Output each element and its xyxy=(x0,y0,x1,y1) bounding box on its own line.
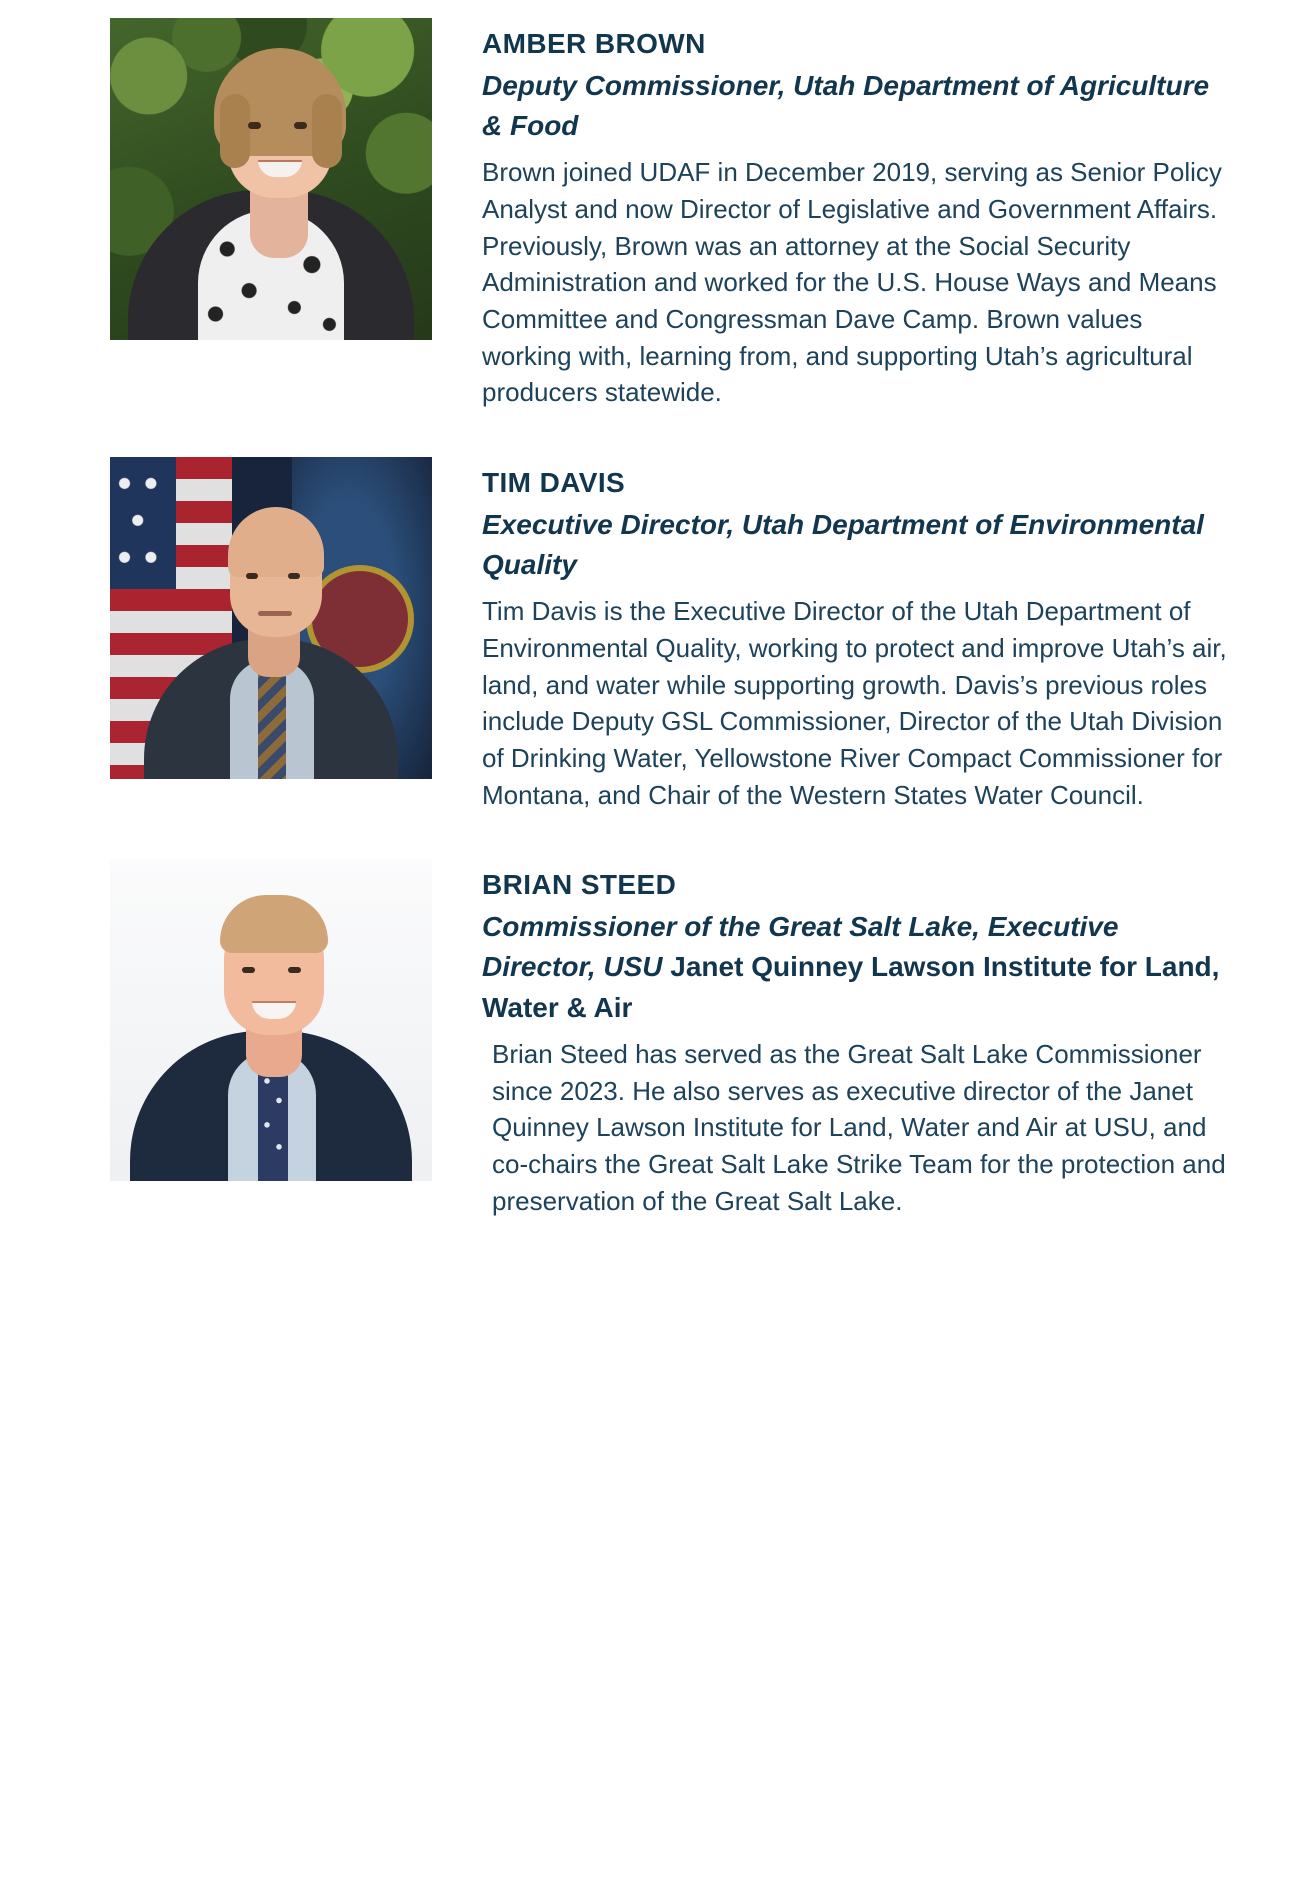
left-eye-shape xyxy=(246,573,258,579)
right-eye-shape xyxy=(288,573,300,579)
tie-shape xyxy=(258,1059,288,1181)
speaker-bio-item xyxy=(110,18,1234,411)
speaker-name: BRIAN STEED xyxy=(482,869,677,901)
tie-shape xyxy=(258,667,286,779)
portrait-amber-brown xyxy=(110,18,432,340)
bio-text-column xyxy=(482,859,1234,1219)
speaker-name: AMBER BROWN xyxy=(482,28,706,59)
portrait-column xyxy=(110,18,432,340)
speaker-role xyxy=(482,505,1234,586)
right-eye-shape xyxy=(294,122,307,129)
speaker-description: Brown joined UDAF in December 2019, serving as Senior Policy Analyst and now Director of Legislative and Government Affairs. Previously, Brown was an attorney at the Social Security Administration and worked for the U.S. House Ways and Means Committee and Congressman Dave Camp. Brown values working with, learning from, and supporting Utah’s agricultural producers statewide. xyxy=(482,157,1222,408)
mouth-shape xyxy=(258,611,292,616)
portrait-tim-davis xyxy=(110,457,432,779)
speaker-description: Tim Davis is the Executive Director of the Utah Department of Environmental Quality, working to protect and improve Utah’s air, land, and water while supporting growth. Davis’s previous roles include Deputy GSL Commissioner, Director of the Utah Division of Drinking Water, Yellowstone River Compact Commissioner for Montana, and Chair of the Western States Water Council. xyxy=(482,596,1227,810)
speaker-description: Brian Steed has served as the Great Salt Lake Commissioner since 2023. He also serves as executive director of the Janet Quinney Lawson Institute for Land, Water and Air at USU, and co-chairs the Great Salt Lake Strike Team for the protection and preservation of the Great Salt Lake. xyxy=(492,1038,1226,1216)
speaker-role-italic: Deputy Commissioner, Utah Department of Agriculture & Food xyxy=(482,69,1210,142)
portrait-brian-steed xyxy=(110,859,432,1181)
speaker-role-italic: Commissioner of the Great Salt Lake, Executive Director, USU xyxy=(482,911,1119,983)
bio-text-column xyxy=(482,457,1234,813)
portrait-column xyxy=(110,457,432,779)
speaker-role-plain: Janet Quinney Lawson Institute for Land, Water & Air xyxy=(482,951,1220,1023)
bio-text-column xyxy=(482,18,1234,411)
left-eye-shape xyxy=(248,122,261,129)
portrait-column xyxy=(110,859,432,1181)
flag-canton-shape xyxy=(110,457,176,589)
speaker-role xyxy=(482,66,1234,147)
speaker-bio-item xyxy=(110,457,1234,813)
left-eye-shape xyxy=(242,967,255,973)
speaker-name: TIM DAVIS xyxy=(482,466,626,498)
speaker-role-italic: Executive Director, Utah Department of Environmental Quality xyxy=(482,508,1204,581)
speaker-bio-item xyxy=(110,859,1234,1219)
right-eye-shape xyxy=(288,967,301,973)
speaker-role xyxy=(482,907,1234,1028)
